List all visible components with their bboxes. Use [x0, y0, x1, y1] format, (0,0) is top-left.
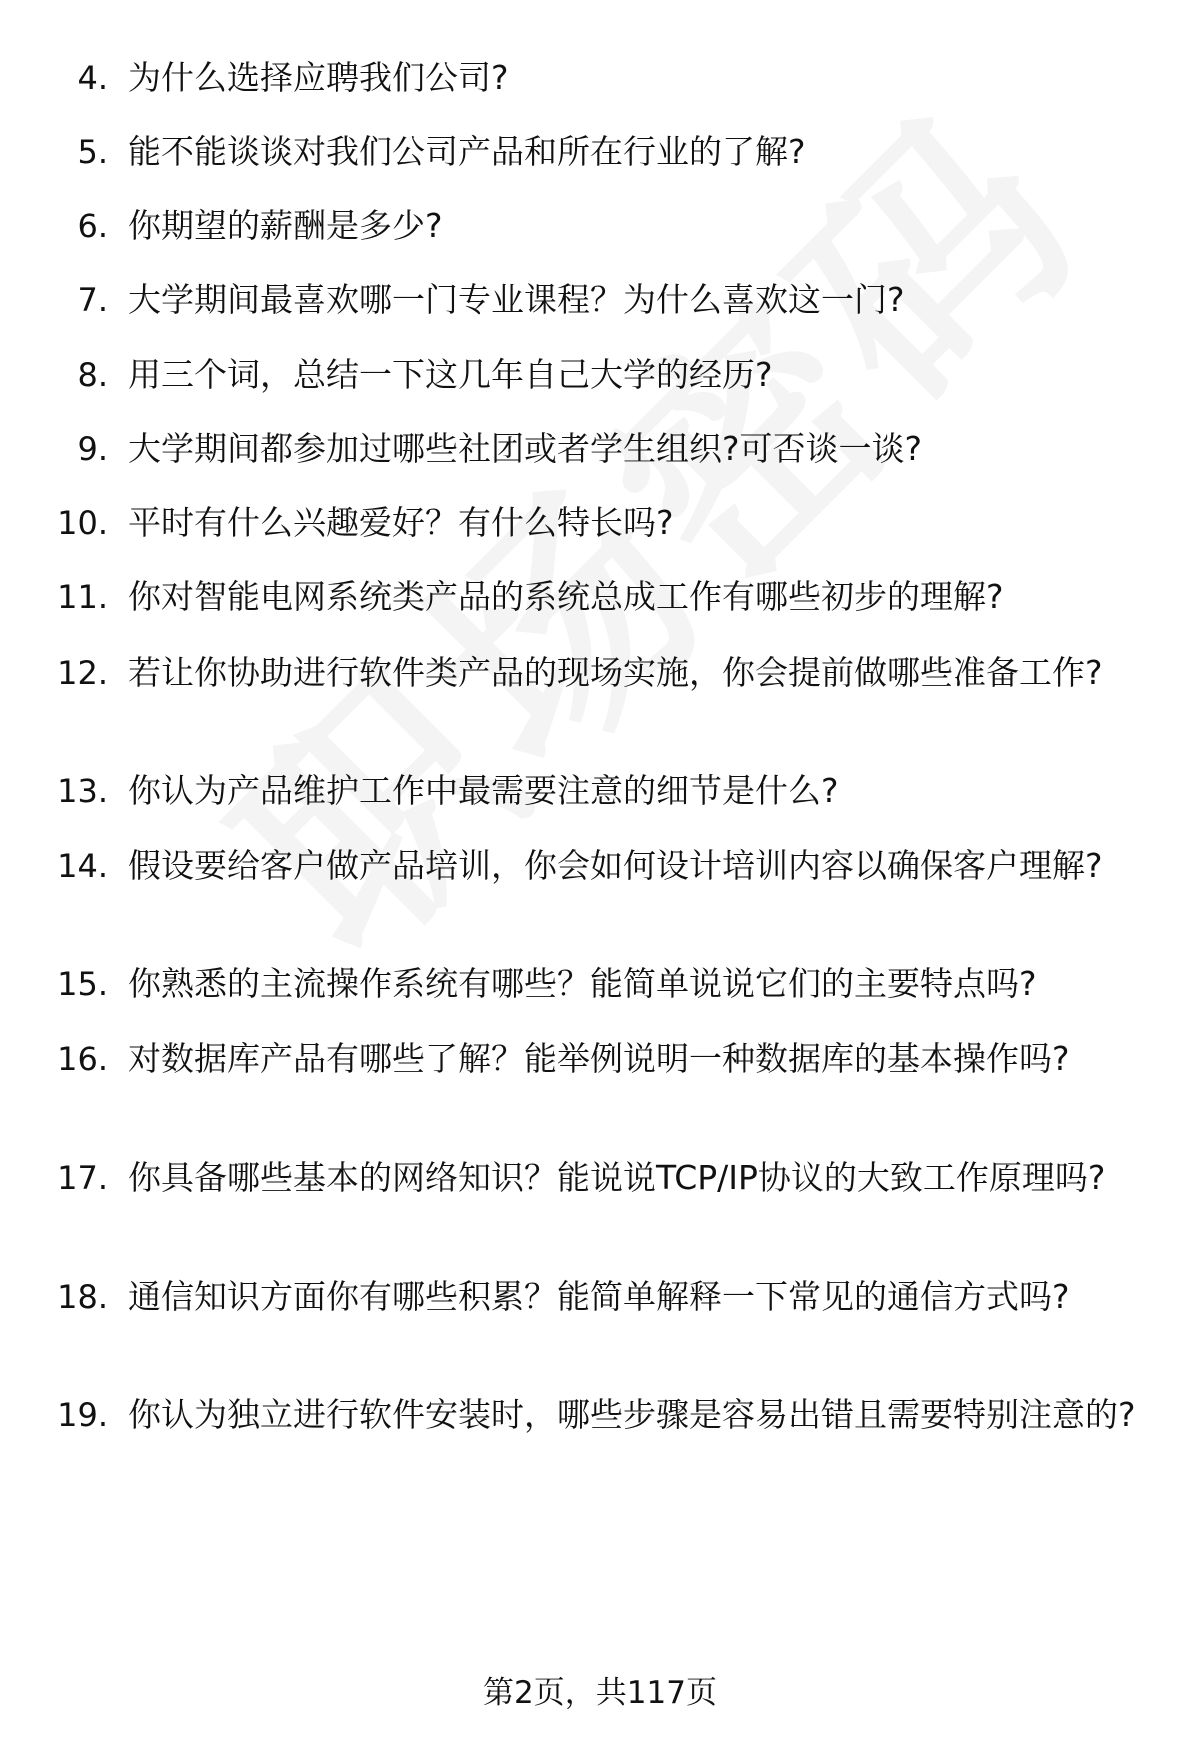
question-number: 10. [57, 504, 108, 542]
question-number: 8. [77, 356, 108, 394]
question-text: 能不能谈谈对我们公司产品和所在行业的了解? [128, 132, 806, 171]
question-text: 平时有什么兴趣爱好？有什么特长吗? [128, 503, 674, 542]
question-text: 为什么选择应聘我们公司? [128, 58, 509, 97]
question-text: 你对智能电网系统类产品的系统总成工作有哪些初步的理解? [128, 577, 1004, 616]
question-number: 5. [77, 133, 108, 171]
question-text: 对数据库产品有哪些了解？能举例说明一种数据库的基本操作吗? [128, 1039, 1070, 1078]
question-number: 9. [77, 430, 108, 468]
page-footer: 第2页，共117页 [483, 1675, 717, 1711]
question-text: 用三个词，总结一下这几年自己大学的经历? [128, 355, 773, 394]
question-number: 11. [57, 578, 108, 616]
question-text: 你熟悉的主流操作系统有哪些？能简单说说它们的主要特点吗? [128, 964, 1037, 1003]
question-text: 你具备哪些基本的网络知识？能说说TCP/IP协议的大致工作原理吗? [128, 1158, 1106, 1197]
question-text: 大学期间最喜欢哪一门专业课程？为什么喜欢这一门? [128, 280, 905, 319]
question-number: 16. [57, 1040, 108, 1078]
question-number: 4. [77, 59, 108, 97]
question-number: 12. [57, 654, 108, 692]
question-text: 你认为独立进行软件安装时，哪些步骤是容易出错且需要特别注意的? [128, 1395, 1136, 1434]
question-text: 假设要给客户做产品培训，你会如何设计培训内容以确保客户理解? [128, 846, 1103, 885]
question-number: 6. [77, 207, 108, 245]
question-text: 通信知识方面你有哪些积累？能简单解释一下常见的通信方式吗? [128, 1277, 1070, 1316]
question-number: 17. [57, 1159, 108, 1197]
question-number: 15. [57, 965, 108, 1003]
question-number: 7. [77, 281, 108, 319]
question-text: 大学期间都参加过哪些社团或者学生组织?可否谈一谈? [128, 429, 923, 468]
question-number: 13. [57, 772, 108, 810]
question-number: 18. [57, 1278, 108, 1316]
question-number: 19. [57, 1396, 108, 1434]
question-text: 若让你协助进行软件类产品的现场实施，你会提前做哪些准备工作? [128, 653, 1103, 692]
question-text: 你认为产品维护工作中最需要注意的细节是什么? [128, 771, 839, 810]
question-text: 你期望的薪酬是多少? [128, 206, 443, 245]
question-number: 14. [57, 847, 108, 885]
